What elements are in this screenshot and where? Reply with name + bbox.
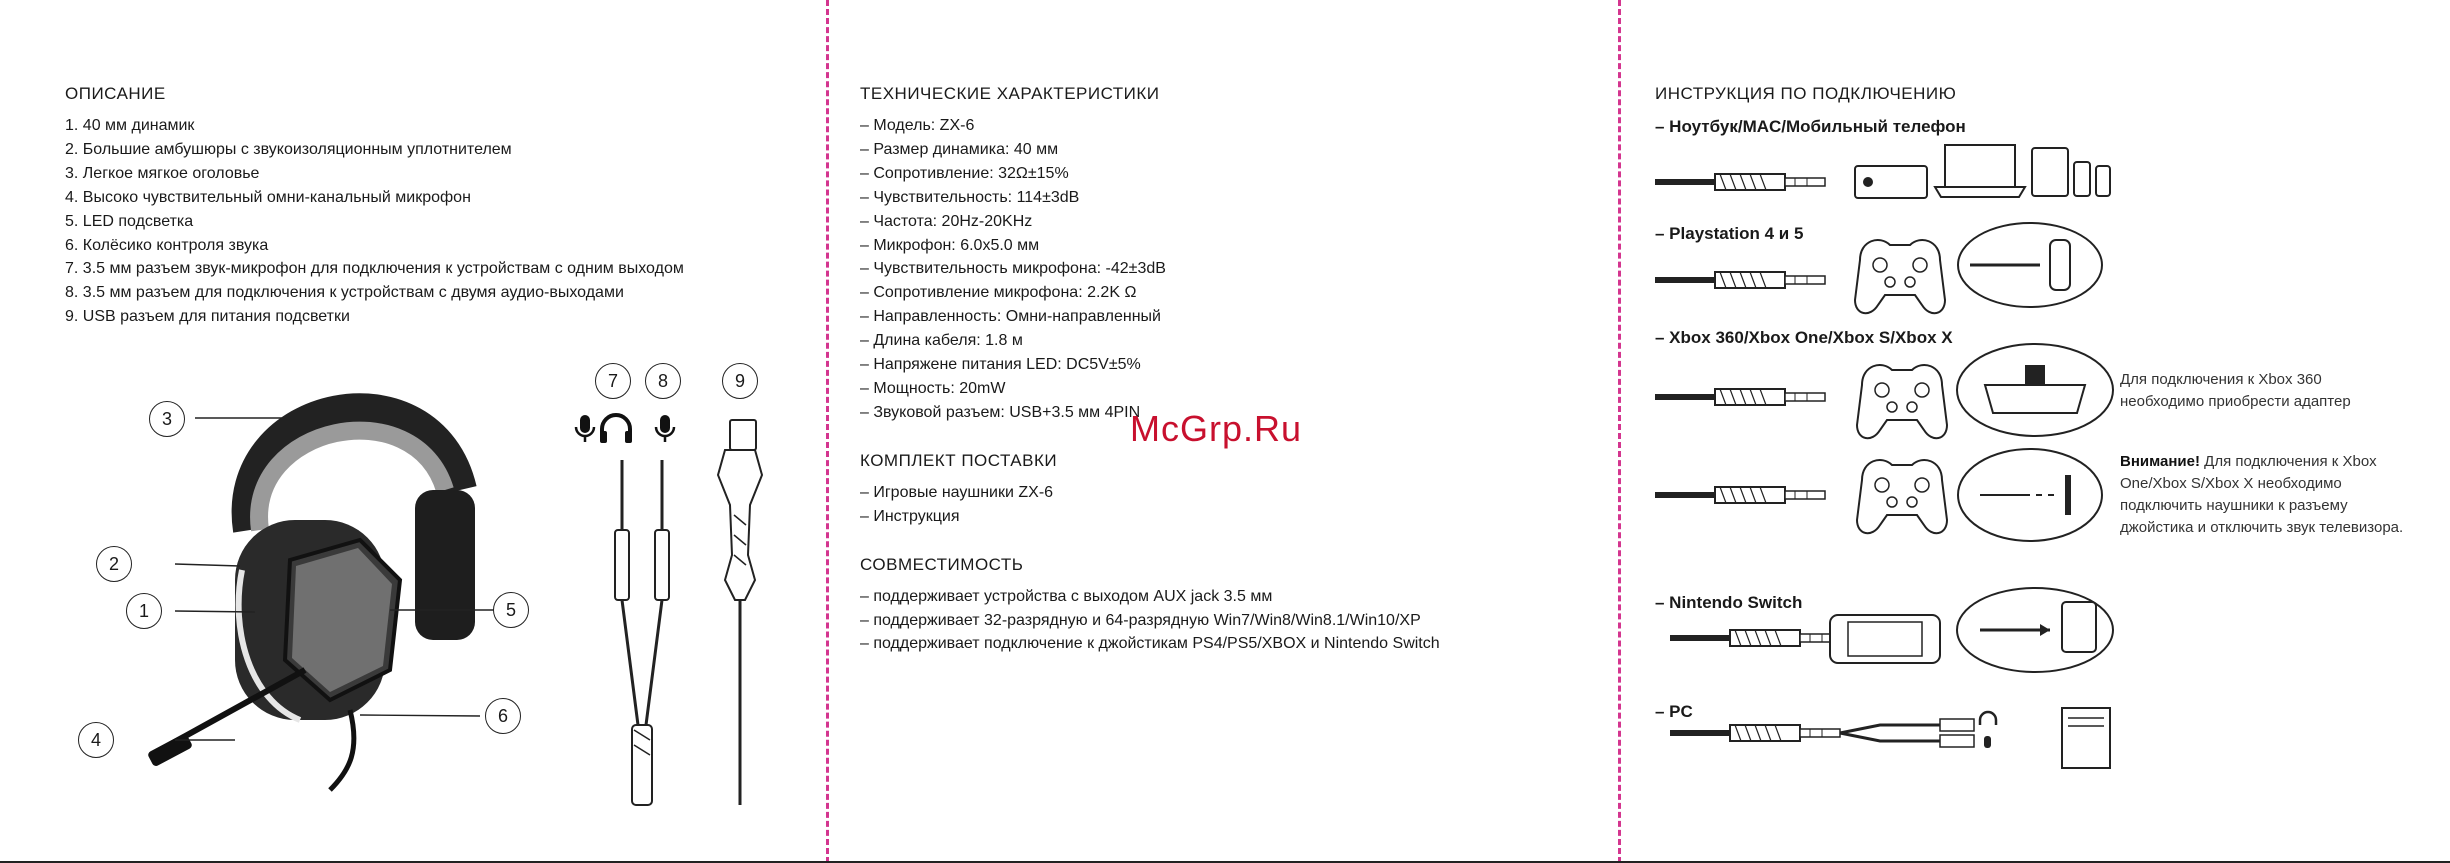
compat-title: СОВМЕСТИМОСТЬ bbox=[860, 554, 1024, 574]
compat-item: – поддерживает устройства с выходом AUX jack 3.5 мм bbox=[860, 587, 1273, 605]
spec-item: – Сопротивление микрофона: 2.2K Ω bbox=[860, 284, 1137, 302]
callout-1: 1 bbox=[126, 593, 162, 629]
callout-5: 5 bbox=[493, 592, 529, 628]
attention-label: Внимание! bbox=[2120, 453, 2200, 470]
specs-title: ТЕХНИЧЕСКИЕ ХАРАКТЕРИСТИКИ bbox=[860, 84, 1160, 103]
spec-item: – Частота: 20Hz-20KHz bbox=[860, 212, 1033, 230]
callout-9: 9 bbox=[722, 363, 758, 399]
connector-illustration bbox=[560, 405, 780, 815]
pc-tower-icon bbox=[2062, 708, 2110, 768]
callout-3: 3 bbox=[149, 401, 185, 437]
xbox360-note-text: Для подключения к Xbox 360 необходимо приобрести адаптер bbox=[2120, 371, 2351, 410]
spec-item: – Мощность: 20mW bbox=[860, 379, 1006, 397]
spec-item: – Размер динамика: 40 мм bbox=[860, 140, 1059, 158]
description-title: ОПИСАНИЕ bbox=[65, 84, 166, 103]
spec-item: – Чувствительность микрофона: -42±3dB bbox=[860, 260, 1166, 278]
attention-text: Для подключения к Xbox One/Xbox S/Xbox X необходимо подключить наушники к разъему джойстика и отключить звук телевизора. bbox=[2120, 453, 2404, 536]
connection-title: ИНСТРУКЦИЯ ПО ПОДКЛЮЧЕНИЮ bbox=[1655, 84, 1957, 103]
description-list bbox=[65, 114, 684, 329]
playstation-heading: – Playstation 4 и 5 bbox=[1655, 224, 1804, 243]
pc-heading: – PC bbox=[1655, 702, 1693, 721]
description-item: 3. Легкое мягкое оголовье bbox=[65, 164, 260, 182]
spec-item: – Звуковой разъем: USB+3.5 мм 4PIN bbox=[860, 403, 1141, 421]
spec-item: – Сопротивление: 32Ω±15% bbox=[860, 164, 1069, 182]
specs-panel bbox=[860, 84, 1440, 656]
description-item: 4. Высоко чувствительный омни-канальный микрофон bbox=[65, 188, 471, 206]
phone-icon bbox=[2074, 162, 2090, 196]
description-item: 2. Большие амбушюры с звукоизоляционным уплотнителем bbox=[65, 140, 512, 158]
description-item: 1. 40 мм динамик bbox=[65, 117, 195, 134]
spec-item: – Напряжене питания LED: DC5V±5% bbox=[860, 356, 1141, 374]
laptop-heading: – Ноутбук/MAC/Мобильный телефон bbox=[1655, 117, 1966, 136]
ps-controller-icon bbox=[1855, 240, 1945, 313]
compat-item: – поддерживает 32-разрядную и 64-разрядную Win7/Win8/Win8.1/Win10/XP bbox=[860, 611, 1421, 629]
watermark: McGrp.Ru bbox=[1130, 408, 1303, 449]
pc-microphone-icon bbox=[1984, 736, 1991, 748]
compat-list bbox=[860, 585, 1440, 657]
description-item: 8. 3.5 мм разъем для подключения к устройствам с двумя аудио-выходами bbox=[65, 284, 624, 302]
spec-item: – Модель: ZX-6 bbox=[860, 117, 975, 134]
laptop-icon bbox=[1935, 145, 2025, 197]
spec-item: – Направленность: Омни-направленный bbox=[860, 308, 1161, 326]
headphones-icon bbox=[600, 415, 632, 443]
xbox-heading: – Xbox 360/Xbox One/Xbox S/Xbox X bbox=[1655, 328, 1953, 347]
callout-8: 8 bbox=[645, 363, 681, 399]
spec-item: – Чувствительность: 114±3dB bbox=[860, 188, 1080, 206]
switch-heading: – Nintendo Switch bbox=[1655, 593, 1803, 612]
headset-illustration bbox=[60, 370, 540, 800]
package-title: КОМПЛЕКТ ПОСТАВКИ bbox=[860, 450, 1058, 470]
microphone-icon-2 bbox=[656, 415, 674, 442]
fold-line-right bbox=[1618, 0, 1621, 863]
tablet-icon bbox=[2032, 148, 2068, 196]
package-item: – Инструкция bbox=[860, 507, 960, 525]
description-item: 7. 3.5 мм разъем звук-микрофон для подключения к устройствам с одним выходом bbox=[65, 260, 684, 278]
callout-2: 2 bbox=[96, 546, 132, 582]
callout-6: 6 bbox=[485, 698, 521, 734]
description-panel bbox=[65, 84, 684, 329]
description-item: 6. Колёсико контроля звука bbox=[65, 236, 269, 254]
connection-panel bbox=[1655, 84, 1956, 114]
spec-item: – Микрофон: 6.0x5.0 мм bbox=[860, 236, 1040, 254]
compat-item: – поддерживает подключение к джойстикам PS4/PS5/XBOX и Nintendo Switch bbox=[860, 635, 1440, 653]
microphone-icon bbox=[576, 415, 594, 442]
package-item: – Игровые наушники ZX-6 bbox=[860, 483, 1054, 501]
specs-list bbox=[860, 114, 1440, 425]
description-item: 9. USB разъем для питания подсветки bbox=[65, 308, 350, 326]
spec-item: – Длина кабеля: 1.8 м bbox=[860, 332, 1023, 350]
fold-line-left bbox=[826, 0, 829, 863]
xbox-controller-icon bbox=[1857, 365, 1947, 438]
pc-headphones-icon bbox=[1980, 712, 1996, 725]
callout-7: 7 bbox=[595, 363, 631, 399]
phone-icon-2 bbox=[2096, 166, 2110, 196]
connection-diagrams bbox=[1650, 140, 2430, 780]
xbox-controller-icon-2 bbox=[1857, 460, 1947, 533]
description-item: 5. LED подсветка bbox=[65, 212, 194, 230]
callout-4: 4 bbox=[78, 722, 114, 758]
package-list bbox=[860, 481, 1440, 529]
